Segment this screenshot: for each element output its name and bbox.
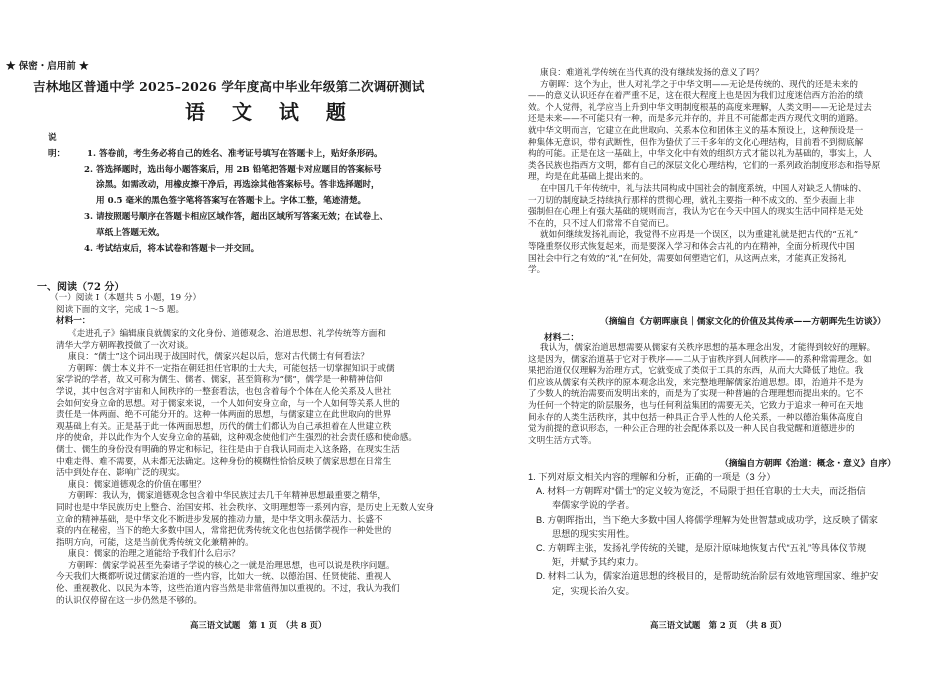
- paragraph-line: 康良：难道礼学传统在当代真的没有继续发扬的意义了吗？: [540, 68, 764, 78]
- paragraph-line: 国社会中行之有效的“礼”在何处，需要如何塑造它们，从这两点来，才能真正发扬礼: [528, 253, 847, 264]
- option-line: D. 材料二认为，儒家治道思想的终极目的，是帮助统治阶层有效地管理国家、维护安: [536, 571, 879, 582]
- paragraph-line: 们应该从儒家有关秩序的原本观念出发，来完整地理解儒家治道思想。即，治道并不是为: [528, 377, 864, 388]
- paragraph-line: 立命的精神基础，是中华文化不断进步发展的推动力量，是中华文明永葆活力、长盛不: [56, 514, 383, 525]
- paragraph-line: 间永存的人类生活秩序，其中包括一种具正合乎人性的人伦关系，一种以德治集体高度自: [528, 412, 864, 423]
- paragraph-line: 就中华文明而言，它建立在此世取向、关系本位和团体主义的基本预设上，这种预设是一: [528, 125, 864, 136]
- paragraph-line: 责任是一体两面、绝不可能分开的。这种一体两面的思想，与儒家建立在此世取向的世界: [56, 410, 392, 421]
- paragraph-line: 家学说的学者，故又可称为儒生、儒者、儒家，甚至简称为“儒”，儒学是一种精神信仰: [56, 375, 383, 386]
- paragraph-line: 会如何安身立命的思想。对于儒家来说，一个人如何安身立命，与一个人如何等关系人世的: [56, 398, 400, 409]
- option-continuation: 定，实现长治久安。: [552, 585, 635, 596]
- paragraph-line: 类各民族也指西方文明，都有自己的深层文化心理结构，它们的一系列政治制度形态和指导原: [528, 160, 881, 171]
- material1-continued: [528, 68, 930, 277]
- paragraph-line: 学。: [528, 265, 546, 276]
- material1-body: [56, 329, 454, 607]
- subject-title: 语 文 试 题: [185, 100, 356, 124]
- option-continuation: 奉儒家学说的学者。: [552, 500, 635, 511]
- paragraph-line: 康良：“儒士”这个词出现于战国时代，儒家兴起以后，您对古代儒士有何看法？: [68, 352, 369, 363]
- paragraph-line: 觉为前提的意识形态，一种公正合理的社会配体系以及一种人民自我觉醒和道德进步的: [528, 424, 855, 435]
- citation-2: （摘编自方朝晖《治道：概念・意义》自序）: [720, 459, 896, 469]
- paragraph-line: 方朝晖：这个为止，世人对礼学之于中华文明——无论是传统的、现代的还是未来的: [540, 79, 858, 90]
- paragraph-line: 效。个人觉得，礼学应当上升到中华文明制度根基的高度来理解，人类文明——无论是过去: [528, 102, 872, 113]
- paragraph-line: 方朝晖：我认为，儒家道德观念包含着中华民族过去几千年精神思想最重要之精华，: [68, 491, 386, 502]
- option-line: C. 方朝晖主张，发扬礼学传统的关键，是原汁原味地恢复古代“五礼”等具体仪节规: [536, 543, 867, 554]
- instruction-line: 涂黑。如需改动，用橡皮擦干净后，再选涂其他答案标号。答非选择题时，: [96, 180, 380, 191]
- paragraph-line: 伦、重视教化、以民为本等，这些治道内容当然是非常值得加以重视的。不过，我认为我们: [56, 584, 400, 595]
- paragraph-line: 同时也是中华民族历史上整合、治国安邦、社会秩序、文明理想等一系列内容，是历史上无数人安身: [56, 502, 435, 513]
- material1-label: 材料一：: [56, 316, 91, 327]
- paragraph-line: 为任何一个特定的阶层服务，也与任何利益集团的需要无关，它致力于追求一种可在天地: [528, 400, 864, 411]
- section-intro: [50, 293, 450, 328]
- section-heading: 一、阅读（72 分）: [37, 282, 125, 293]
- paragraph-line: 还是未来——不可能只有一种，而是多元并存的，并且不可能都走西方现代文明的道路。: [528, 114, 864, 125]
- citation-1: （摘编自《方朝晖康良｜儒家文化的价值及其传承——方朝晖先生访谈》）: [600, 317, 886, 327]
- instructions-label: 说明：: [48, 133, 66, 159]
- paragraph-line: ——的意义认识还存在着严重不足，这在很大程度上也是因为我们过度迷信西方治治的绩: [528, 91, 864, 102]
- paragraph-line: 理，均是在此基础上提出来的。: [528, 172, 649, 183]
- paragraph-line: 序的使命，并以此作为个人安身立命的基础，这种观念使他们产生强烈的社会责任感和使命感。: [56, 433, 417, 444]
- question-stem: 1. 下列对原文相关内容的理解和分析，正确的一项是（3 分）: [528, 472, 776, 482]
- paragraph-line: 不在的，只不过人们常常不自觉而已。: [528, 218, 675, 229]
- paragraph-line: 了少数人的统治需要而发明出来的，而是为了实现一种普遍的合理理想而提出来的。它不: [528, 389, 864, 400]
- paragraph-line: 强制但在心理上有强大基础的规则而言，我认为它在今天中国人的现实生活中同样是无处: [528, 207, 864, 218]
- paragraph-line: 的认识仅停留在这一步仍然是不够的。: [56, 595, 203, 606]
- paragraph-line: 康良：儒家的治理之道能给予我们什么启示？: [68, 549, 240, 560]
- paragraph-line: 活中到处存在、影响广泛的现实。: [56, 468, 185, 479]
- paragraph-line: 清华大学方朝晖教授做了一次对谈。: [56, 340, 194, 351]
- paragraph-line: 一刀切的制度缺乏持续执行那样的贯彻心理，就礼主要指一种不成文的、至少表面上非: [528, 195, 855, 206]
- instruction-line: 3. 请按照题号顺序在答题卡相应区域作答，超出区域所写答案无效；在试卷上、: [84, 211, 389, 222]
- option-continuation: 矩，并赋予其约束力。: [552, 557, 644, 568]
- paragraph-line: 种集体无意识，带有武断性，但作为蛰伏了三千多年的文化心理结构，目前看不到彻底解: [528, 137, 864, 148]
- paragraph-line: 就如何继续发扬礼而论，我觉得不应再是一个误区，以为重建礼就是把古代的“五礼”: [540, 230, 859, 241]
- paragraph-line: 文明生活方式等。: [528, 435, 597, 446]
- paragraph-line: 在中国几千年传统中，礼与法共同构成中国社会的制度系统，中国人对缺乏人情味的、: [540, 183, 867, 194]
- exam-title: 吉林地区普通中学 2025–2026 学年度高中毕业年级第二次调研测试: [33, 79, 425, 94]
- footer-left: 高三语文试题 第 1 页 （共 8 页）: [190, 620, 327, 630]
- sub-heading: （一）阅读 Ⅰ（本题共 5 小题，19 分）: [50, 293, 202, 303]
- paragraph-line: 等隆重祭仪形式恢复起来，而是要深入学习和体会古礼的内在精神，全面分析现代中国: [528, 241, 855, 252]
- paragraph-line: 方朝晖：儒士本义并不一定指在朝廷担任官职的士大夫，可能包括一切掌握知识于或儒: [68, 363, 395, 374]
- material2-label: 材料二：: [544, 333, 580, 343]
- instruction-line: 草纸上答题无效。: [96, 227, 165, 238]
- instruction-line: 2. 答选择题时，选出每小题答案后，用 2B 铅笔把答题卡对应题目的答案标号: [84, 164, 382, 175]
- paragraph-line: 构的可能。正是在这一基础上，中华文化中有效的组织方式才能以礼为基础的，事实上，人: [528, 149, 872, 160]
- paragraph-line: 果把治道仅仅理解为治理方式，它就变成了类似于工具的东西，从而大大降低了地位。我: [528, 366, 864, 377]
- question-1: [528, 470, 930, 598]
- paragraph-line: 今天我们大概都听说过儒家治道的一些内容，比如大一统、以德治国、任贤使能、重视人: [56, 572, 392, 583]
- option-line: A. 材料一方朝晖对“儒士”的定义较为宽泛，不局限于担任官职的士大夫，而泛指信: [536, 486, 866, 497]
- footer-right: 高三语文试题 第 2 页 （共 8 页）: [650, 620, 787, 630]
- paragraph-line: 衰的内在秘密，当下的绝大多数中国人，常常把优秀传统文化也包括儒学视作一种处世的: [56, 526, 392, 537]
- paragraph-line: 儒士、儒生的身份没有明确的界定和标记，往往是由于自我认同而走入这条路，在现实生活: [56, 444, 400, 455]
- option-line: B. 方朝晖指出，当下绝大多数中国人将儒学理解为处世智慧或成功学，这反映了儒家: [536, 514, 878, 525]
- paragraph-line: 《走进孔子》编辑康良就儒家的文化身份、道德观念、治道思想、礼学传统等方面和: [68, 329, 386, 339]
- paragraph-line: 这是因为，儒家治道基于它对于秩序——二从于宙秩序到人间秩序——的系种常需理念。如: [528, 354, 872, 365]
- instructions: [48, 131, 448, 257]
- paragraph-line: 中难走得、难不需要，从未都无法确定。这种身份的模糊性恰恰反映了儒家思想在日常生: [56, 456, 392, 467]
- paragraph-line: 方朝晖：儒家学说甚至先秦诸子学说的核心之一就是治理思想，也可以说是秩序问题。: [68, 560, 395, 571]
- paragraph-line: 学说，其中包含对宇宙和人间秩序的一整套看法，也包含着每个个体在人伦关系及人世社: [56, 386, 392, 397]
- paragraph-line: 康良：儒家道德观念的价值在哪里？: [68, 479, 206, 490]
- paragraph-line: 指明方向，可能，这是当前优秀传统文化兼精神的。: [56, 537, 254, 548]
- option-continuation: 思想的现实实用性。: [552, 528, 635, 539]
- instruction-line: 4. 考试结束后，将本试卷和答题卡一并交回。: [84, 243, 260, 254]
- material2-body: [528, 343, 930, 447]
- paragraph-line: 我认为，儒家治道思想需要从儒家有关秩序思想的基本理念出发，才能得到较好的理解。: [540, 343, 876, 353]
- secret-mark: ★ 保密・启用前 ★: [6, 61, 89, 72]
- instruction-line: 说明： 1. 答卷前，考生务必将自己的姓名、准考证号填写在答题卡上，贴好条形码。: [48, 131, 448, 163]
- paragraph-line: 观基础上有关。正是基于此一体两面思想，历代的儒士们都认为自己承担着在人世建立秩: [56, 421, 392, 432]
- instruction-line: 用 0.5 毫米的黑色签字笔将答案写在答题卡上。字体工整，笔迹清楚。: [96, 196, 367, 207]
- task-text: 阅读下面的文字，完成 1～5 题。: [56, 304, 185, 315]
